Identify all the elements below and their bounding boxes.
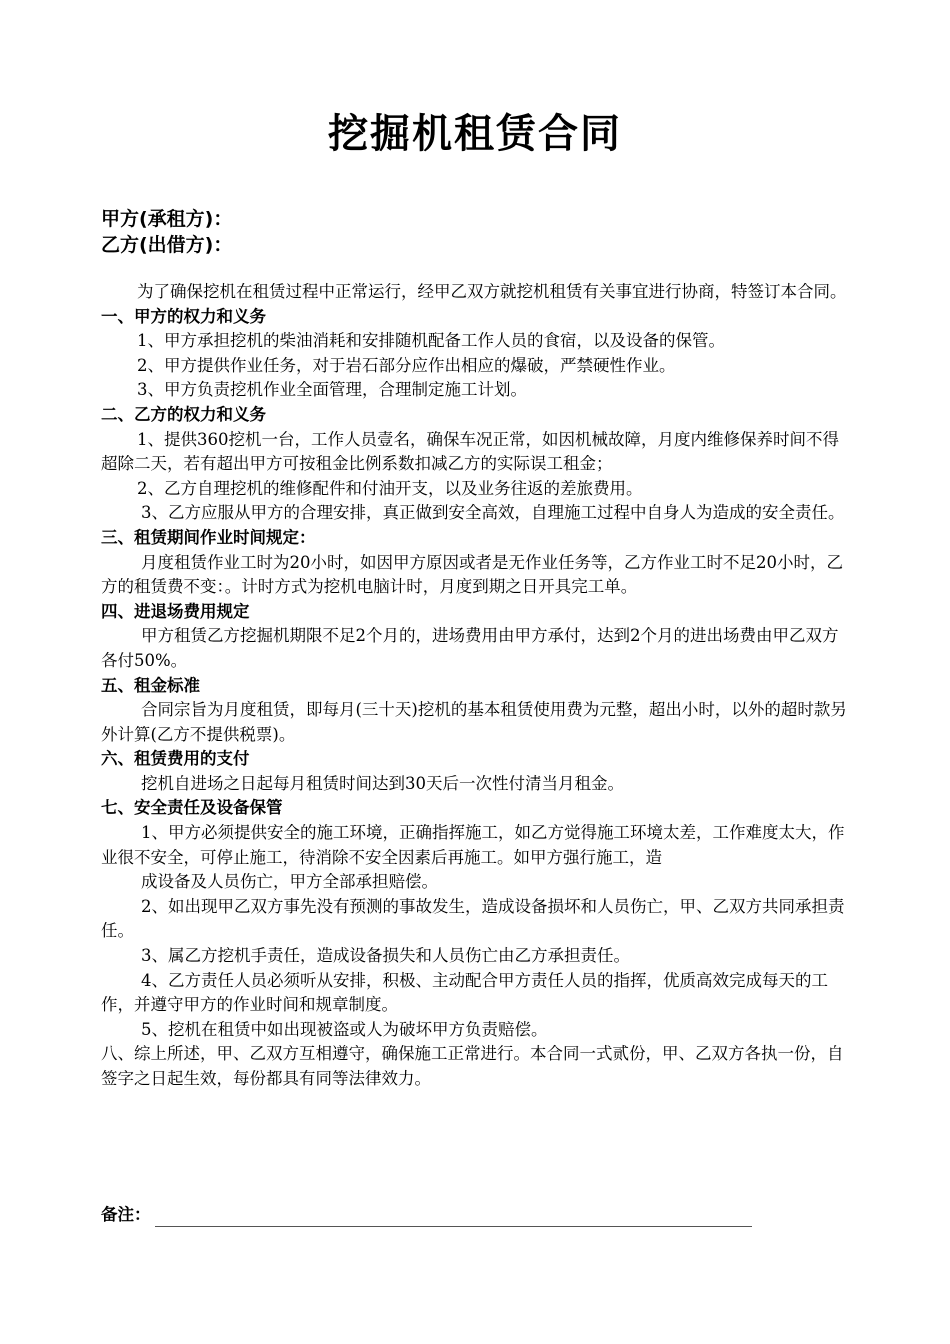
section-heading: 五、租金标准 <box>101 675 200 695</box>
party-b-label: 乙方(出借方)： <box>101 234 233 256</box>
section-heading: 四、进退场费用规定 <box>101 601 250 621</box>
section-item: 合同宗旨为月度租赁，即每月(三十天)挖机的基本租赁使用费为元整，超出小时，以外的超时款另外计算(乙方不提供税票)。 <box>101 700 847 744</box>
section-item: 成设备及人员伤亡，甲方全部承担赔偿。 <box>141 872 438 892</box>
section-item: 4、乙方责任人员必须听从安排，积极、主动配合甲方责任人员的指挥，优质高效完成每天的工作，并遵守甲方的作业时间和规章制度。 <box>101 970 828 1015</box>
section-item: 2、甲方提供作业任务，对于岩石部分应作出相应的爆破，严禁硬性作业。 <box>137 355 676 375</box>
remarks-underline <box>155 1208 753 1227</box>
section-item: 挖机自进场之日起每月租赁时间达到30天后一次性付清当月租金。 <box>141 773 624 793</box>
section-item: 3、乙方应服从甲方的合理安排，真正做到安全高效，自理施工过程中自身人为造成的安全责任。 <box>141 503 845 523</box>
section-heading: 六、租赁费用的支付 <box>101 749 250 769</box>
section-heading: 七、安全责任及设备保管 <box>101 798 283 818</box>
intro-paragraph: 为了确保挖机在租赁过程中正常运行，经甲乙双方就挖机租赁有关事宜进行协商，特签订本合同。 <box>137 282 847 301</box>
section-item: 3、甲方负责挖机作业全面管理，合理制定施工计划。 <box>137 380 527 400</box>
contract-body <box>101 280 852 1092</box>
section-heading: 三、租赁期间作业时间规定： <box>101 527 316 547</box>
remarks-label: 备注： <box>101 1205 151 1224</box>
section-item: 3、属乙方挖机手责任，造成设备损失和人员伤亡由乙方承担责任。 <box>141 946 630 966</box>
section-item: 甲方租赁乙方挖掘机期限不足2个月的，进场费用由甲方承付，达到2个月的进出场费由甲乙双方各付50%。 <box>101 626 839 670</box>
section-item: 1、甲方承担挖机的柴油消耗和安排随机配备工作人员的食宿，以及设备的保管。 <box>137 331 725 351</box>
section-item: 月度租赁作业工时为20小时，如因甲方原因或者是无作业任务等，乙方作业工时不足20小时，乙方的租赁费不变：。计时方式为挖机电脑计时，月度到期之日开具完工单。 <box>101 552 843 597</box>
document-title: 挖掘机租赁合同 <box>328 111 622 157</box>
section-heading: 一、甲方的权力和义务 <box>101 306 266 326</box>
section-item: 1、甲方必须提供安全的施工环境，正确指挥施工，如乙方觉得施工环境太差，工作难度太大，作业很不安全，可停止施工，待消除不安全因素后再施工。如甲方强行施工，造 <box>101 823 845 867</box>
section-item: 2、如出现甲乙双方事先没有预测的事故发生，造成设备损坏和人员伤亡，甲、乙双方共同承担责任。 <box>101 896 845 941</box>
section-heading: 二、乙方的权力和义务 <box>101 404 266 424</box>
section-item: 2、乙方自理挖机的维修配件和付油开支，以及业务往返的差旅费用。 <box>137 478 643 498</box>
conclusion-paragraph: 八、综上所述，甲、乙双方互相遵守，确保施工正常进行。本合同一式贰份，甲、乙双方各执一份，自签字之日起生效，每份都具有同等法律效力。 <box>101 1044 844 1088</box>
section-item: 5、挖机在租赁中如出现被盗或人为破坏甲方负责赔偿。 <box>141 1019 548 1039</box>
party-a-label: 甲方(承租方)： <box>101 208 233 230</box>
remarks-row <box>101 1203 752 1227</box>
parties-block <box>101 206 232 258</box>
section-item: 1、提供360挖机一台，工作人员壹名，确保车况正常，如因机械故障，月度内维修保养时间不得超除二天，若有超出甲方可按租金比例系数扣减乙方的实际误工租金； <box>101 429 839 474</box>
